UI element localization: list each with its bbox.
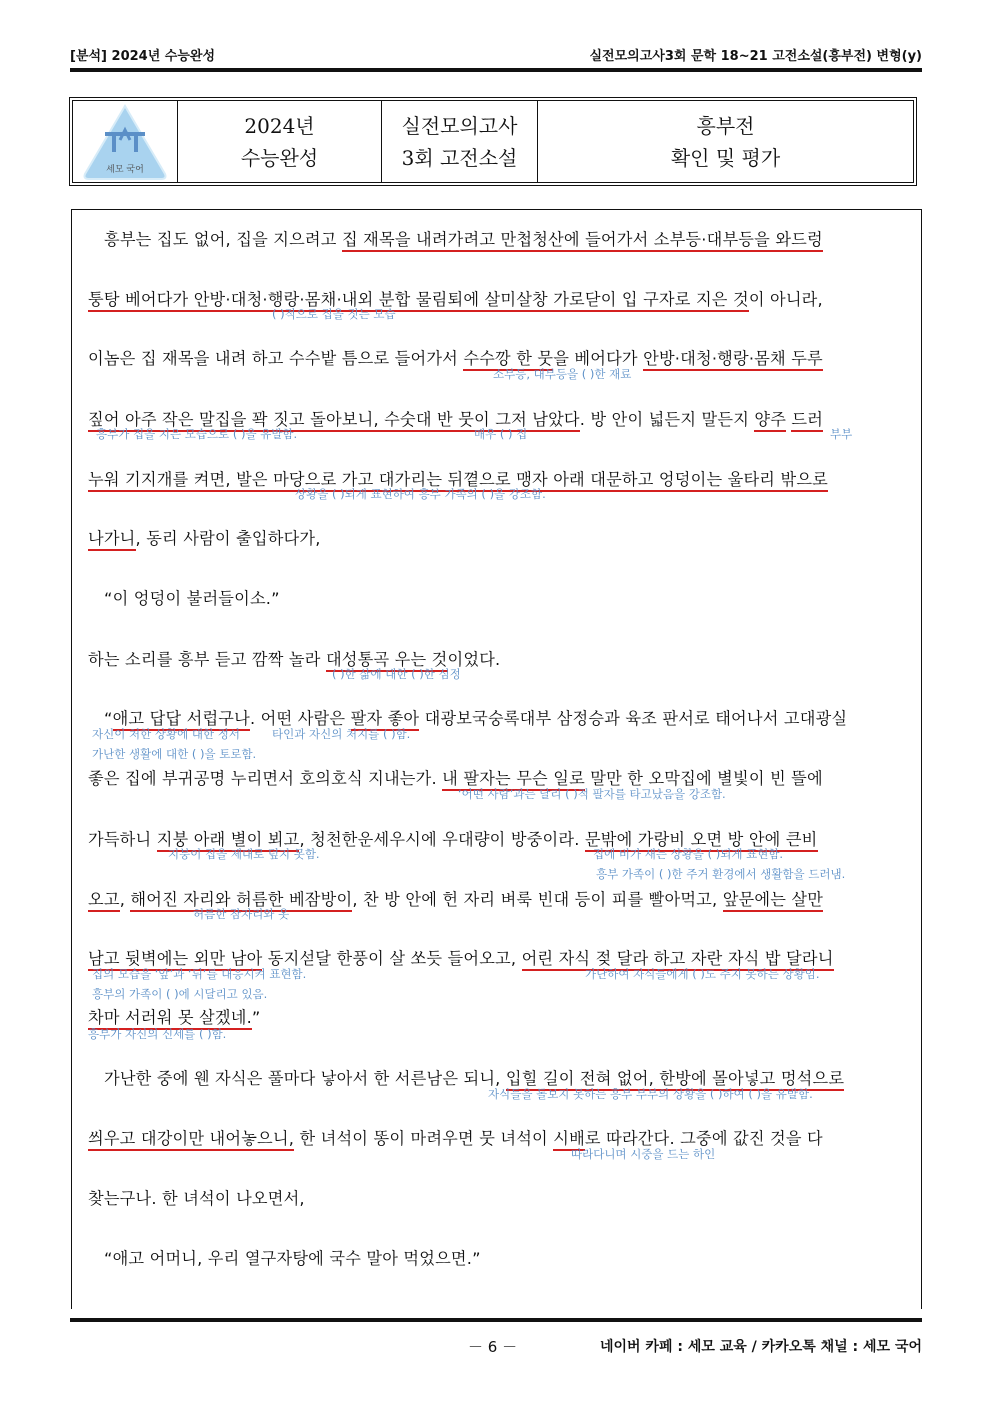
annotation: 흥부 가족이 ( )한 주거 환경에서 생활함을 드러냄. [596, 867, 846, 881]
passage-line-9: “애고 답답 서럽구나. 어떤 사람은 팔자 좋아 대광보국숭록대부 삼정승과 육조 판서로 태어나서 고대광실 [104, 705, 847, 729]
passage-line-8: 하는 소리를 흥부 듣고 깜짝 놀라 대성통곡 우는 것이었다. [88, 646, 500, 670]
annotation: 흥부가 집을 지은 모습으로 ( )을 유발함. [96, 427, 298, 441]
passage-line-16: 씌우고 대강이만 내어놓으니, 한 녀석이 똥이 마려우면 뭇 녀석이 시배로 따라간다. 그중에 값진 것을 다 [88, 1125, 823, 1149]
annotation: 상황을 ( )되게 표현하여 흥부 가족의 ( )을 강조함. [295, 487, 546, 501]
passage-line-5: 누워 기지개를 켜면, 발은 마당으로 가고 대가리는 뒤꼍으로 맹자 아래 대문하고 엉덩이는 울타리 밖으로 [88, 466, 828, 490]
footer-text: 네이버 카페 : 세모 교육 / 카카오톡 채널 : 세모 국어 [599, 1339, 922, 1355]
passage-line-14: 차마 서러워 못 살겠네.” [88, 1004, 261, 1028]
page-number: － 6 － [468, 1338, 518, 1356]
title-cell-exam: 실전모의고사 3회 고전소설 [382, 101, 538, 182]
passage-line-4: 짚어 아주 작은 말집을 꽉 짓고 돌아보니, 수숫대 반 뭇이 그저 남았다. 방 안이 넓든지 말든지 양주 드러 [88, 406, 823, 430]
passage-line-18: “애고 어머니, 우리 열구자탕에 국수 말아 먹었으면.” [104, 1249, 481, 1268]
annotation: 자신이 처한 상황에 대한 정서 [92, 727, 240, 741]
footer-rule [70, 1318, 922, 1322]
header-rule [70, 68, 922, 72]
annotation: 따라다니며 시중을 드는 하인 [571, 1147, 716, 1161]
annotation: 허름한 잠자리와 옷 [193, 907, 290, 921]
annotation: 매우 ( ) 집 [474, 427, 528, 441]
annotation: 타인과 자신의 처지를 ( )함. [272, 727, 411, 741]
annotation: 집의 모습을 ‘앞’과 ‘뒤’를 대응시켜 표현함. [92, 967, 307, 981]
annotation: 흥부가 자신의 신세를 ( )함. [88, 1027, 227, 1041]
title-table [69, 97, 917, 186]
annotation: 집에 비가 새는 상황을 ( )되게 표현함. [593, 847, 784, 861]
header-left-title: [분석] 2024년 수능완성 [70, 49, 216, 64]
passage-line-15: 가난한 중에 웬 자식은 풀마다 낳아서 한 서른남은 되니, 입힐 길이 전혀 없어, 한방에 몰아넣고 멍석으로 [104, 1065, 844, 1089]
semo-logo-icon [80, 102, 170, 182]
annotation: 자식들을 돌보지 못하는 흥부 부부의 상황을 ( )하여 ( )을 유발함. [488, 1087, 813, 1101]
passage-line-3: 이놈은 집 재목을 내려 하고 수수밭 틈으로 들어가서 수수깡 한 뭇을 베어다가 안방·대청·행랑·몸채 두루 [88, 345, 823, 369]
annotation: 가난하여 자식들에게 ( )도 주지 못하는 상황임. [585, 967, 820, 981]
annotation: 지붕이 집을 제대로 덮지 못함. [168, 847, 320, 861]
annotation: ‘어떤 사람’과는 달리 ( )적 팔자를 타고났음을 강조함. [458, 787, 726, 801]
passage-line-6: 나가니, 동리 사람이 출입하다가, [88, 525, 321, 549]
svg-text:세모 국어: 세모 국어 [106, 164, 144, 175]
passage-line-7: “이 엉덩이 불러들이소.” [104, 589, 280, 608]
passage-line-11: 가득하니 지붕 아래 별이 뵈고, 청천한운세우시에 우대량이 방중이라. 문밖에 가랑비 오면 방 안에 큰비 [88, 826, 818, 850]
passage-line-2: 퉁탕 베어다가 안방·대청·행랑·몸채·내외 분합 물림퇴에 살미살창 가로닫이 입 구자로 지은 것이 아니라, [88, 286, 823, 310]
passage-line-17: 찾는구나. 한 녀석이 나오면서, [88, 1189, 305, 1208]
annotation: ( )적으로 집을 짓는 모습 [272, 307, 396, 321]
passage-line-10: 좋은 집에 부귀공명 누리면서 호의호식 지내는가. 내 팔자는 무슨 일로 말만 한 오막집에 별빛이 빈 뜰에 [88, 765, 823, 789]
annotation: 소부등, 대부등을 ( )한 재료 [493, 367, 632, 381]
passage-line-12: 오고, 해어진 자리와 허름한 베잠방이, 찬 방 안에 헌 자리 벼룩 빈대 등이 피를 빨아먹고, 앞문에는 살만 [88, 886, 823, 910]
title-cell-year: 2024년 수능완성 [178, 101, 382, 182]
passage-line-1: 흥부는 집도 없어, 집을 지으려고 집 재목을 내려가려고 만첩청산에 들어가서 소부등·대부등을 와드렁 [104, 226, 823, 250]
title-cell-work: 흥부전 확인 및 평가 [670, 113, 781, 170]
annotation: 가난한 생활에 대한 ( )을 토로함. [92, 747, 257, 761]
passage-line-13: 남고 뒷벽에는 외만 남아 동지섣달 한풍이 살 쏘듯 들어오고, 어린 자식 젖 달라 하고 자란 자식 밥 달라니 [88, 945, 834, 969]
annotation: 부부 [830, 427, 853, 441]
header-right-title: 실전모의고사3회 문학 18~21 고전소설(흥부전) 변형(y) [589, 49, 922, 64]
annotation: ( )한 삶에 대한 ( )한 심정 [332, 667, 461, 681]
logo-cell [73, 101, 178, 182]
annotation: 흥부의 가족이 ( )에 시달리고 있음. [92, 987, 268, 1001]
